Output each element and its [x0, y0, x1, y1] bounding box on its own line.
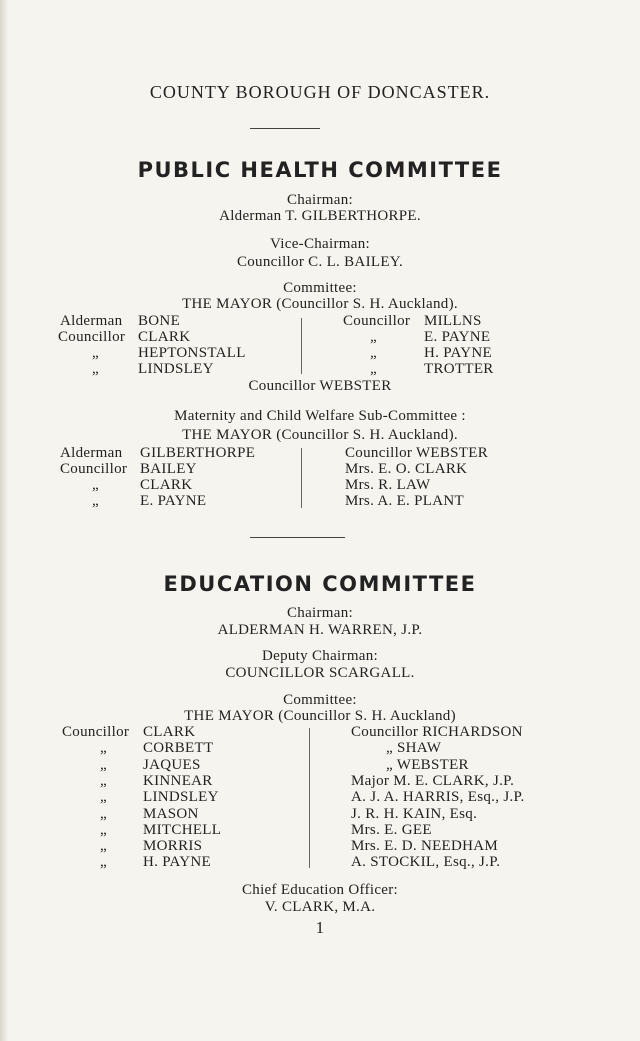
list-item: Councillor RICHARDSON	[351, 724, 523, 740]
public-health-heading: PUBLIC HEALTH COMMITTEE	[137, 158, 503, 182]
list-item-name: H. PAYNE	[143, 854, 211, 870]
ditto-mark: „	[100, 838, 107, 854]
ditto-mark: „	[92, 361, 99, 377]
list-item: Mrs. E. D. NEEDHAM	[351, 838, 499, 854]
list-item-title: Councillor	[58, 329, 126, 345]
list-item-title: Councillor	[343, 313, 411, 329]
ed-deputy: COUNCILLOR SCARGALL.	[225, 665, 415, 681]
list-item-name: TROTTER	[424, 361, 494, 377]
ph-subcommittee-title: Maternity and Child Welfare Sub-Committee :	[174, 408, 466, 424]
column-divider	[301, 318, 302, 374]
list-item-title: Alderman	[60, 313, 123, 329]
ed-chairman: ALDERMAN H. WARREN, J.P.	[217, 622, 423, 638]
list-item: Mrs. E. GEE	[351, 822, 432, 838]
ph-committee-label: Committee:	[283, 280, 357, 296]
ed-committee-label: Committee:	[283, 692, 357, 708]
list-item-name: E. PAYNE	[424, 329, 491, 345]
list-item-name: CLARK	[143, 724, 196, 740]
list-item-name: CORBETT	[143, 740, 214, 756]
ph-subcommittee-mayor: THE MAYOR (Councillor S. H. Auckland).	[182, 427, 458, 443]
column-divider	[301, 448, 302, 508]
ditto-mark: „	[370, 361, 377, 377]
list-item-name: KINNEAR	[143, 773, 213, 789]
list-item-name: BAILEY	[140, 461, 197, 477]
divider-rule	[250, 128, 320, 129]
ed-deputy-label: Deputy Chairman:	[261, 648, 379, 664]
list-item: A. J. A. HARRIS, Esq., J.P.	[351, 789, 525, 805]
list-item: „ SHAW	[386, 740, 442, 756]
list-item: Mrs. R. LAW	[345, 477, 431, 493]
ditto-mark: „	[100, 740, 107, 756]
list-item-name: HEPTONSTALL	[138, 345, 246, 361]
ed-mayor: THE MAYOR (Councillor S. H. Auckland)	[184, 708, 456, 724]
ed-officer: V. CLARK, M.A.	[264, 899, 376, 915]
list-item: Mrs. A. E. PLANT	[345, 493, 464, 509]
ph-mayor: THE MAYOR (Councillor S. H. Auckland).	[182, 296, 458, 312]
ditto-mark: „	[100, 806, 107, 822]
ph-final-member: Councillor WEBSTER	[248, 378, 392, 394]
ditto-mark: „	[100, 757, 107, 773]
education-heading: EDUCATION COMMITTEE	[163, 572, 477, 596]
ph-vice-label: Vice-Chairman:	[270, 236, 370, 252]
ditto-mark: „	[100, 822, 107, 838]
ditto-mark: „	[92, 493, 99, 509]
ditto-mark: „	[92, 477, 99, 493]
ditto-mark: „	[370, 345, 377, 361]
ditto-mark: „	[100, 773, 107, 789]
ditto-mark: „	[370, 329, 377, 345]
column-divider	[309, 728, 310, 868]
ed-chairman-label: Chairman:	[286, 605, 354, 621]
ditto-mark: „	[92, 345, 99, 361]
list-item-title: Alderman	[60, 445, 123, 461]
divider-rule	[250, 537, 345, 538]
list-item: Mrs. E. O. CLARK	[345, 461, 468, 477]
ditto-mark: „	[100, 789, 107, 805]
list-item-name: MITCHELL	[143, 822, 222, 838]
list-item-name: JAQUES	[143, 757, 201, 773]
ph-chairman: Alderman T. GILBERTHORPE.	[219, 208, 421, 224]
list-item-name: E. PAYNE	[140, 493, 207, 509]
ed-officer-label: Chief Education Officer:	[241, 882, 399, 898]
list-item: Councillor WEBSTER	[345, 445, 489, 461]
ph-chairman-label: Chairman:	[286, 192, 354, 208]
list-item: „ WEBSTER	[386, 757, 469, 773]
list-item-name: MORRIS	[143, 838, 203, 854]
ph-vice: Councillor C. L. BAILEY.	[236, 254, 404, 270]
list-item-name: GILBERTHORPE	[140, 445, 256, 461]
list-item-name: LINDSLEY	[138, 361, 214, 377]
list-item: J. R. H. KAIN, Esq.	[351, 806, 478, 822]
list-item-title: Councillor	[60, 461, 128, 477]
list-item-name: LINDSLEY	[143, 789, 219, 805]
list-item-name: MILLNS	[424, 313, 482, 329]
ditto-mark: „	[100, 854, 107, 870]
list-item-name: CLARK	[140, 477, 193, 493]
page-number: 1	[315, 918, 325, 937]
list-item-name: BONE	[138, 313, 181, 329]
list-item: Major M. E. CLARK, J.P.	[351, 773, 515, 789]
list-item: A. STOCKIL, Esq., J.P.	[351, 854, 501, 870]
list-item-name: MASON	[143, 806, 199, 822]
list-item-name: CLARK	[138, 329, 191, 345]
list-item-name: H. PAYNE	[424, 345, 492, 361]
list-item-title: Councillor	[62, 724, 130, 740]
document-header: COUNTY BOROUGH OF DONCASTER.	[149, 82, 491, 102]
